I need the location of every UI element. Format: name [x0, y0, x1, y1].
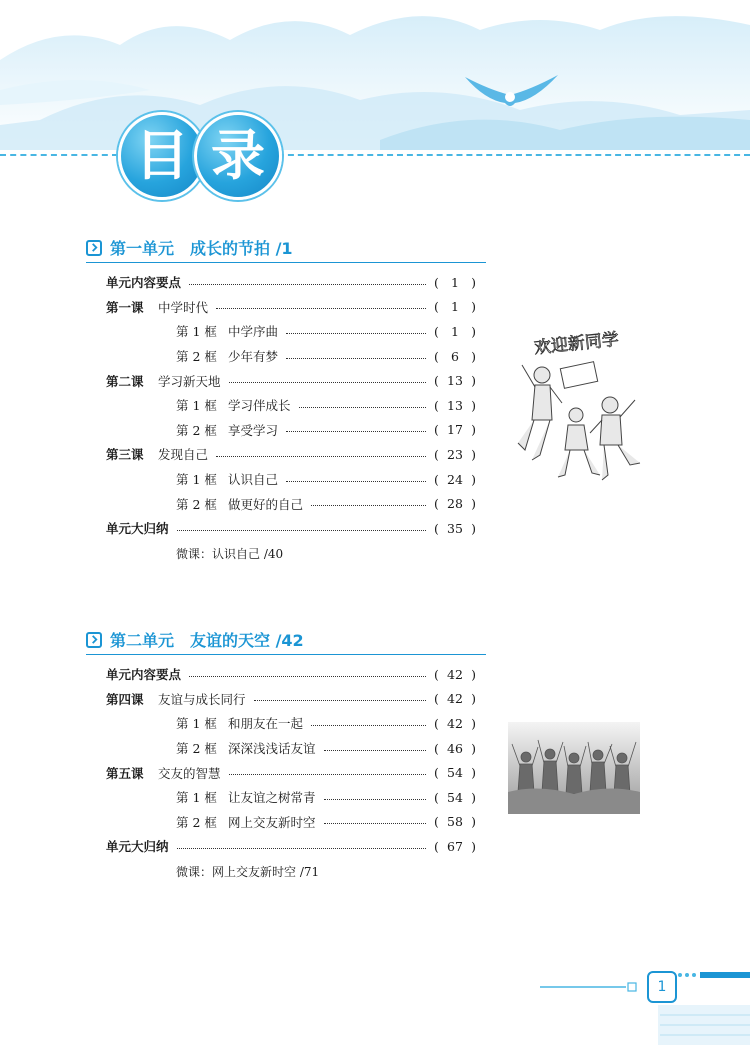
unit-1-title: 第一单元 成长的节拍 /1 — [110, 239, 293, 258]
toc-row[interactable]: 第五课 交友的智慧 ( 54 ) — [106, 765, 476, 781]
toc-row[interactable]: 第 2 框 深深浅浅话友谊 ( 46 ) — [176, 740, 476, 757]
toc-row[interactable]: 单元内容要点 ( 1 ) — [106, 274, 476, 291]
toc-row[interactable]: 第四课 友谊与成长同行 ( 42 ) — [106, 691, 476, 707]
banner-text: 欢迎新同学 — [533, 329, 620, 359]
page-title — [118, 112, 278, 202]
toc-row[interactable]: 第一课 中学时代 ( 1 ) — [106, 299, 476, 315]
micro-lesson-link[interactable]: 微课：认识自己 /40 — [176, 547, 284, 562]
students-jumping-illustration — [510, 325, 645, 495]
friends-group-photo — [508, 722, 640, 814]
toc-row[interactable]: 第三课 发现自己 ( 23 ) — [106, 446, 476, 463]
header-dashed-line-left — [0, 154, 118, 156]
chevron-right-icon — [86, 240, 102, 256]
unit-2-toc — [106, 662, 476, 885]
unit-2-heading[interactable] — [86, 628, 304, 651]
unit-1-rule — [86, 262, 486, 263]
toc-row[interactable]: 第 2 框 做更好的自己 ( 28 ) — [176, 496, 476, 512]
title-char-2: 录 — [194, 112, 282, 200]
unit-1-heading[interactable] — [86, 236, 293, 259]
header-dashed-line-right — [278, 154, 750, 156]
unit-2-title: 第二单元 友谊的天空 /42 — [110, 631, 304, 650]
unit-1-toc — [106, 270, 476, 567]
toc-row[interactable]: 单元内容要点 ( 42 ) — [106, 666, 476, 683]
toc-row[interactable]: 第 2 框 享受学习 ( 17 ) — [176, 422, 476, 438]
title-char-1: 目 — [118, 112, 206, 200]
toc-row[interactable]: 单元大归纳 ( 35 ) — [106, 520, 476, 537]
footer-decoration — [540, 965, 750, 1045]
toc-row[interactable]: 第 2 框 少年有梦 ( 6 ) — [176, 348, 476, 365]
toc-row[interactable]: 第 1 框 中学序曲 ( 1 ) — [176, 323, 476, 340]
toc-row[interactable]: 第 1 框 让友谊之树常青 ( 54 ) — [176, 789, 476, 806]
header-landscape-art — [0, 0, 750, 220]
toc-row[interactable]: 第 1 框 学习伴成长 ( 13 ) — [176, 397, 476, 414]
toc-row[interactable]: 单元大归纳 ( 67 ) — [106, 838, 476, 855]
unit-2-rule — [86, 654, 486, 655]
toc-row[interactable]: 第 1 框 认识自己 ( 24 ) — [176, 471, 476, 488]
chevron-right-icon — [86, 632, 102, 648]
page-number: 1 — [647, 971, 677, 1003]
toc-row[interactable]: 第 2 框 网上交友新时空 ( 58 ) — [176, 814, 476, 830]
toc-row[interactable]: 第 1 框 和朋友在一起 ( 42 ) — [176, 715, 476, 732]
toc-row[interactable]: 第二课 学习新天地 ( 13 ) — [106, 373, 476, 389]
micro-lesson-link[interactable]: 微课：网上交友新时空 /71 — [176, 865, 320, 880]
